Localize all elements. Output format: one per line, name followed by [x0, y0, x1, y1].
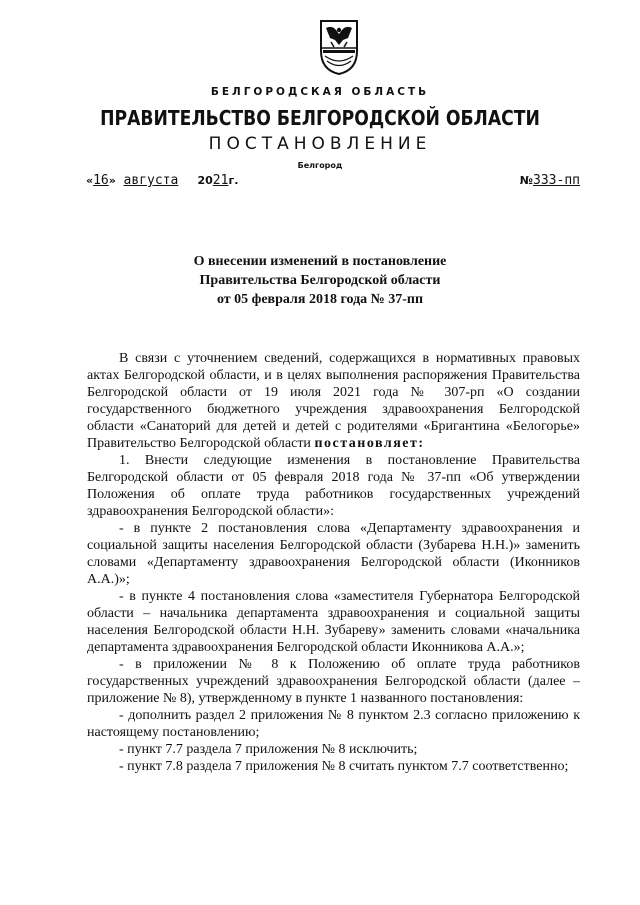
body-paragraph: - в пункте 4 постановления слова «заместителя Губернатора Белгородской области – начальника департамента здравоохранения и социальной защиты населения Белгородской области Н.Н. Зубареву» заменить словами «начальника департамента здравоохранения Белгородской области Иконникова А.А.»; — [87, 589, 580, 655]
number-value: 333-пп — [533, 173, 580, 188]
preamble-text: В связи с уточнением сведений, содержащихся в нормативных правовых актах Белгородской области, и в целях выполнения распоряжения Правительства Белгородской области от 19 июля 2021 года № 307-рп «О создании государственного бюджетного учреждения здравоохранения Белгородской области «Санаторий для детей и детей с родителями «Бригантина «Белогорье» Правительство Белгородской области — [87, 351, 580, 451]
date-month: августа — [123, 173, 179, 188]
title-line: О внесении изменений в постановление — [193, 254, 447, 269]
date-year-prefix: 20 — [197, 174, 213, 187]
body-paragraph: - пункт 7.7 раздела 7 приложения № 8 исключить; — [119, 742, 418, 757]
body-paragraph: 1. Внести следующие изменения в постановление Правительства Белгородской области от 05 февраля 2018 года № 37-пп «Об утверждении Положения об оплате труда работников государственных учреждений здравоохранения Белгородской области»: — [87, 453, 580, 519]
government-name: ПРАВИТЕЛЬСТВО БЕЛГОРОДСКОЙ ОБЛАСТИ — [100, 106, 540, 130]
document-number — [520, 173, 580, 188]
document-body — [87, 350, 580, 775]
decree-word: постановляет: — [314, 436, 425, 451]
region-name: БЕЛГОРОДСКАЯ ОБЛАСТЬ — [210, 86, 430, 98]
title-line: от 05 февраля 2018 года № 37-пп — [216, 292, 424, 307]
body-paragraph: - пункт 7.8 раздела 7 приложения № 8 считать пунктом 7.7 соответственно; — [119, 759, 569, 774]
date-year-unit: г. — [228, 174, 239, 187]
preamble-paragraph — [87, 350, 580, 452]
title-line: Правительства Белгородской области — [199, 273, 441, 288]
coat-of-arms-icon — [318, 18, 360, 76]
body-paragraph: - дополнить раздел 2 приложения № 8 пунктом 2.3 согласно приложению к настоящему постановлению; — [87, 708, 580, 740]
document-type: ПОСТАНОВЛЕНИЕ — [208, 134, 432, 154]
body-paragraph: - в приложении № 8 к Положению об оплате труда работников государственных учреждений здравоохранения Белгородской области (далее – приложение № 8), утвержденному в пункте 1 названного постановления: — [87, 657, 580, 706]
number-label: № — [519, 174, 534, 187]
body-paragraph: - в пункте 2 постановления слова «Департаменту здравоохранения и социальной защиты населения Белгородской области (Зубарева Н.Н.)» заменить словами «Департаменту здравоохранения Белгородской области (Иконников А.А.)»; — [87, 521, 580, 587]
date-year-suffix: 21 — [212, 173, 229, 188]
document-title — [0, 252, 640, 309]
city-name: Белгород — [297, 161, 343, 170]
date-day: 16 — [93, 173, 109, 188]
document-date: «16» августа 2021г. — [86, 173, 239, 188]
